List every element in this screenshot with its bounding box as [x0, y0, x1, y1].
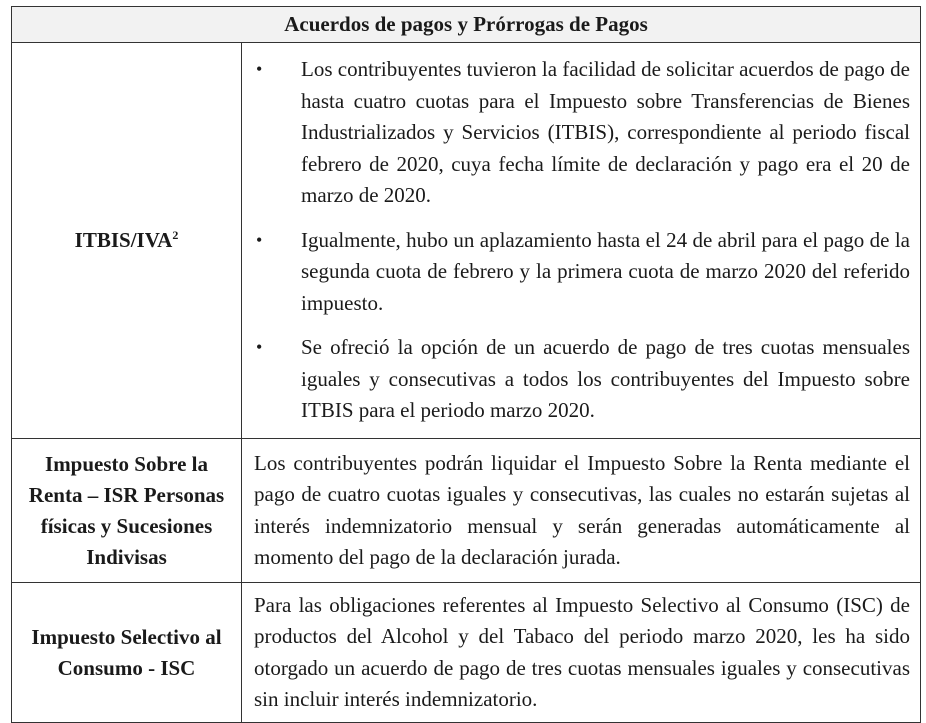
row-content-text: Para las obligaciones referentes al Impuesto Selectivo al Consumo (ISC) de productos del Alcohol y del Tabaco del periodo marzo 2020, les ha sido otorgado un acuerdo de pago de tres cuotas mensuales iguales y consecutivas sin incluir interés indemnizatorio. [254, 592, 910, 711]
list-item [254, 225, 910, 320]
row-content-isc [242, 583, 921, 723]
list-item-text: Los contribuyentes tuvieron la facilidad de solicitar acuerdos de pago de hasta cuatro cuotas para el Impuesto sobre Transferencias de Bienes Industrializados y Servicios (ITBIS), correspondiente al periodo fiscal febrero de 2020, cuya fecha límite de declaración y pago era el 20 de marzo de 2020. [301, 57, 910, 208]
bullet-icon: • [256, 59, 263, 80]
bullet-icon: • [256, 229, 263, 250]
table-row [12, 583, 921, 723]
list-item [254, 332, 910, 427]
list-item [254, 54, 910, 212]
table-row [12, 43, 921, 439]
bullet-icon: • [256, 337, 263, 358]
footnote-marker: 2 [172, 228, 179, 242]
row-label-isc: Impuesto Selectivo al Consumo - ISC [12, 583, 242, 723]
row-content-isr [242, 439, 921, 583]
row-content-itbis [242, 43, 921, 439]
table-header-row [12, 7, 921, 43]
row-content-text: Los contribuyentes podrán liquidar el Impuesto Sobre la Renta mediante el pago de cuatro cuotas iguales y consecutivas, las cuales no estarán sujetas al interés indemnizatorio mensual y serán generadas automáticamente al momento del pago de la declaración jurada. [254, 450, 910, 569]
bullet-list [254, 54, 910, 427]
table-row [12, 439, 921, 583]
row-label-isr: Impuesto Sobre la Renta – ISR Personas físicas y Sucesiones Indivisas [12, 439, 242, 583]
payment-agreements-table [11, 6, 921, 723]
table-title: Acuerdos de pagos y Prórrogas de Pagos [12, 7, 921, 43]
list-item-text: Se ofreció la opción de un acuerdo de pago de tres cuotas mensuales iguales y consecutivas a todos los contribuyentes del Impuesto sobre ITBIS para el periodo marzo 2020. [301, 335, 910, 423]
row-label-text: ITBIS/IVA [74, 228, 173, 252]
list-item-text: Igualmente, hubo un aplazamiento hasta el 24 de abril para el pago de la segunda cuota de febrero y la primera cuota de marzo 2020 del referido impuesto. [301, 227, 910, 315]
row-label-itbis [12, 43, 242, 439]
